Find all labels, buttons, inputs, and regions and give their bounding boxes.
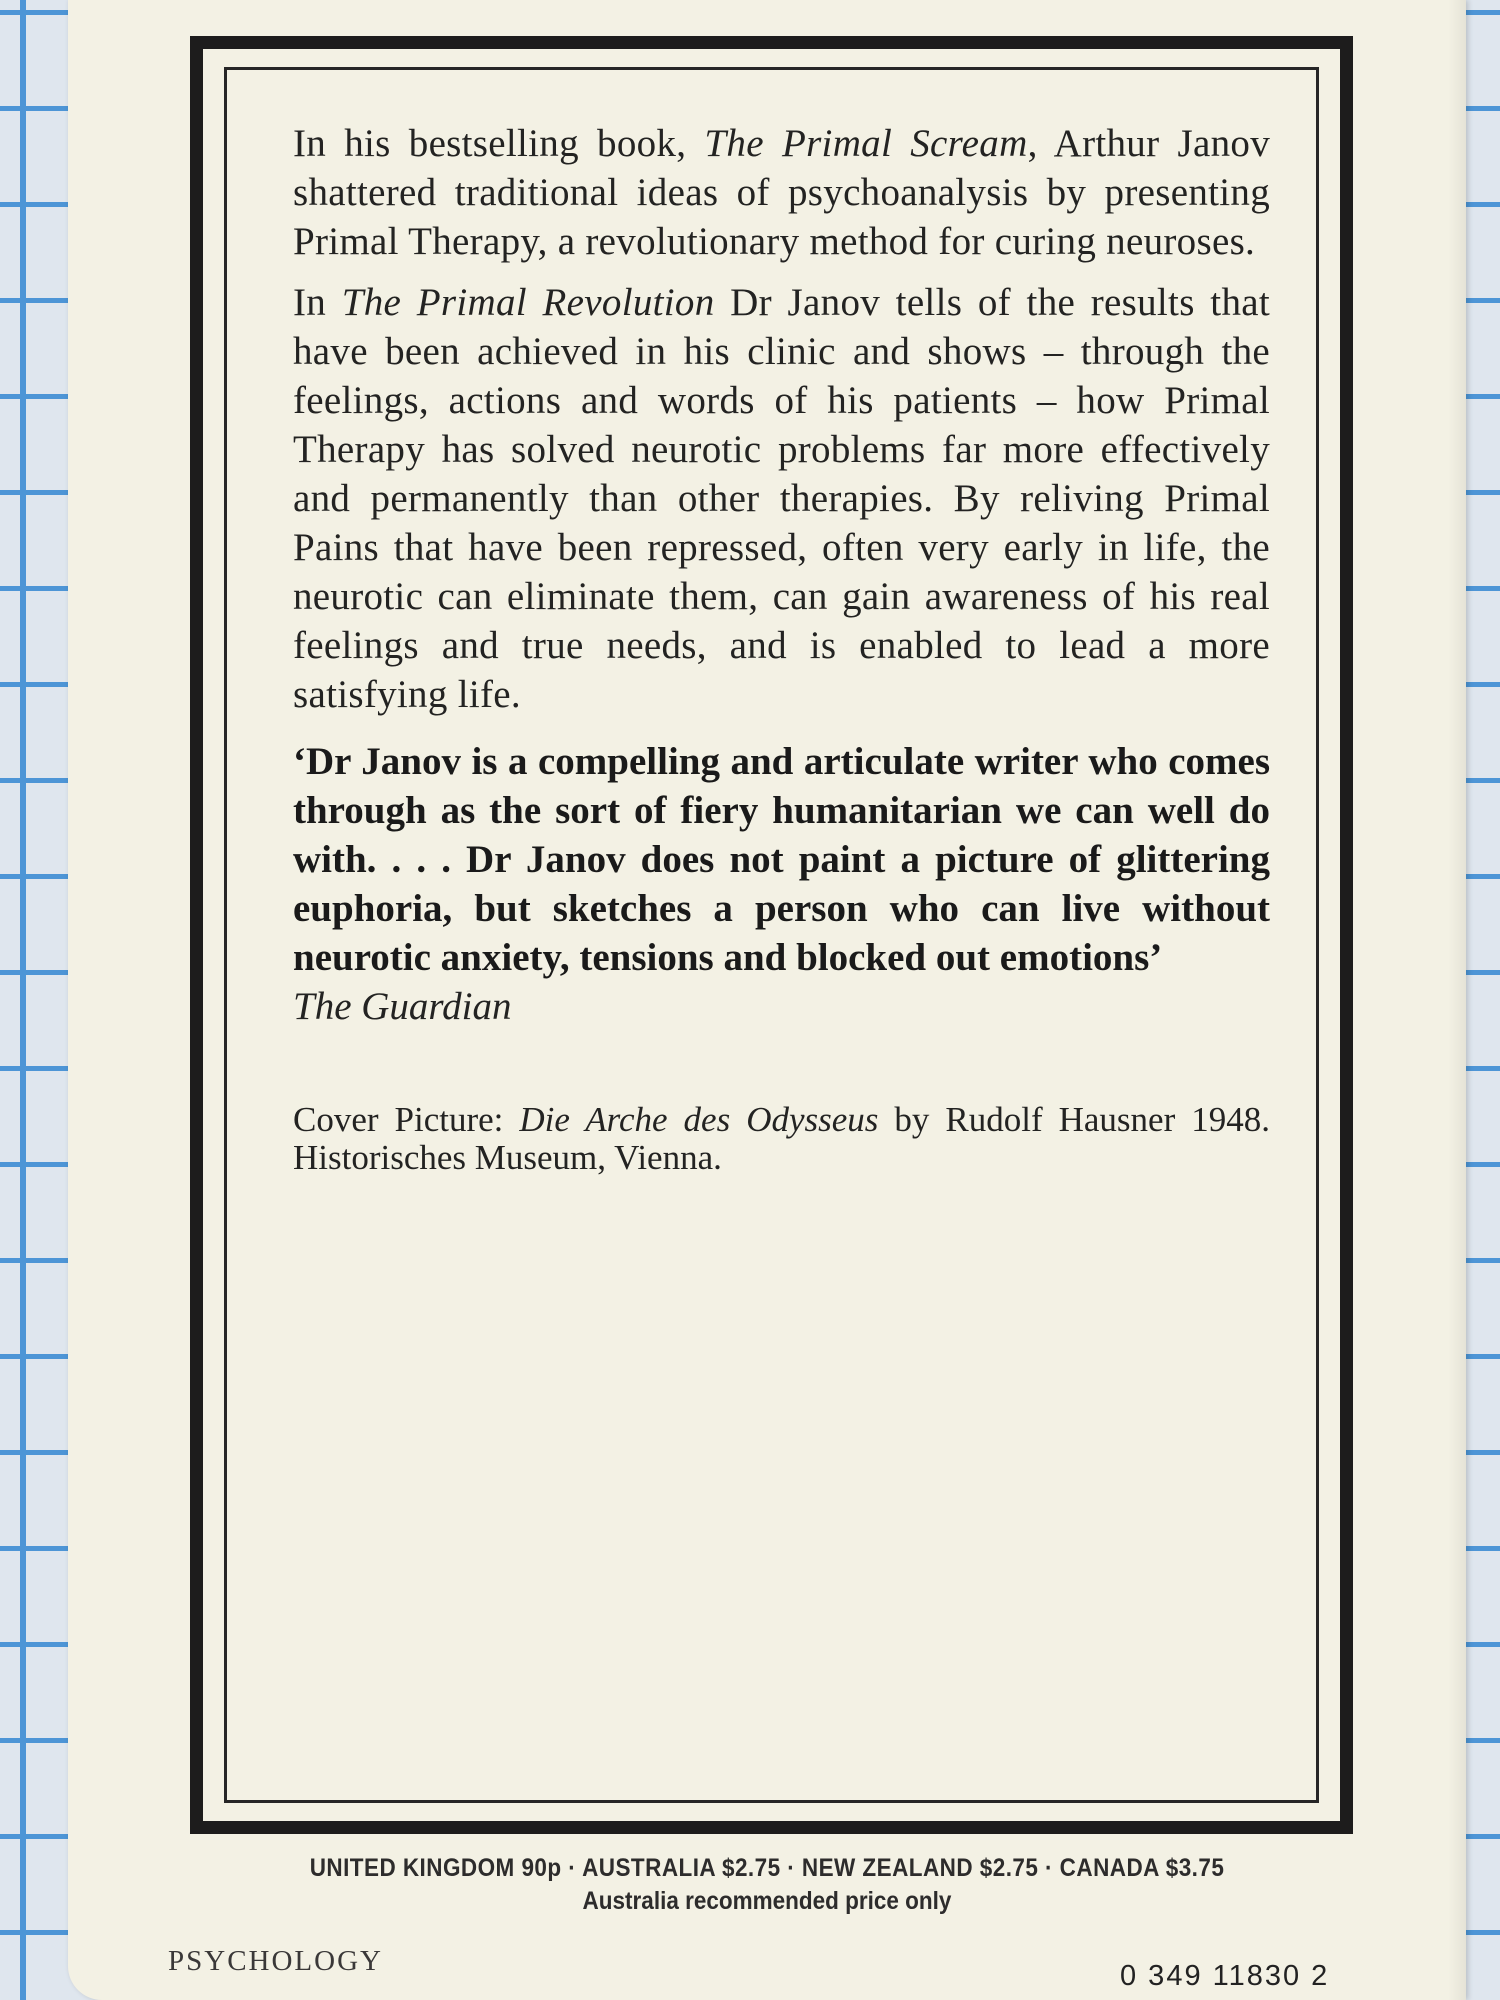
price-note: Australia recommended price only: [582, 1887, 952, 1915]
book-back-cover: [68, 0, 1466, 2000]
book-title-primal-revolution: The Primal Revolution: [341, 281, 715, 324]
price-list: [138, 1854, 1396, 1916]
cover-outer-frame: [190, 36, 1353, 1834]
quote-source: The Guardian: [293, 985, 512, 1028]
price-line: UNITED KINGDOM 90p · AUSTRALIA $2.75 · NEW ZEALAND $2.75 · CANADA $3.75: [309, 1854, 1225, 1882]
category-label: PSYCHOLOGY: [168, 1945, 383, 1977]
painting-title: Die Arche des Odysseus: [519, 1100, 879, 1139]
blurb-paragraph-1: In his bestselling book, The Primal Scream, Arthur Janov shattered traditional ideas of psychoanalysis by presenting Primal Therapy, a revolutionary method for curing neuroses.: [293, 122, 1270, 263]
cover-picture-credit: Cover Picture: Die Arche des Odysseus by Rudolf Hausner 1948. Historisches Museum, Vienna.: [293, 1100, 1270, 1177]
blurb-paragraph-2: In The Primal Revolution Dr Janov tells of the results that have been achieved in his clinic and shows – through the feelings, actions and words of his patients – how Primal Therapy has solved neurotic problems far more effectively and permanently than other therapies. By reliving Primal Pains that have been repressed, often very early in life, the neurotic can eliminate them, can gain awareness of his real feelings and true needs, and is enabled to lead a more satisfying life.: [293, 281, 1270, 716]
review-quote: ‘Dr Janov is a compelling and articulate writer who comes through as the sort of fiery humanitarian we can well do with. . . . Dr Janov does not paint a picture of glittering euphoria, but sketches a person who can live without neurotic anxiety, tensions and blocked out emotions’: [293, 740, 1270, 979]
blurb-text: [293, 119, 1270, 1177]
isbn-number: 0 349 11830 2: [1120, 1960, 1330, 1992]
book-title-primal-scream: The Primal Scream: [704, 122, 1028, 165]
